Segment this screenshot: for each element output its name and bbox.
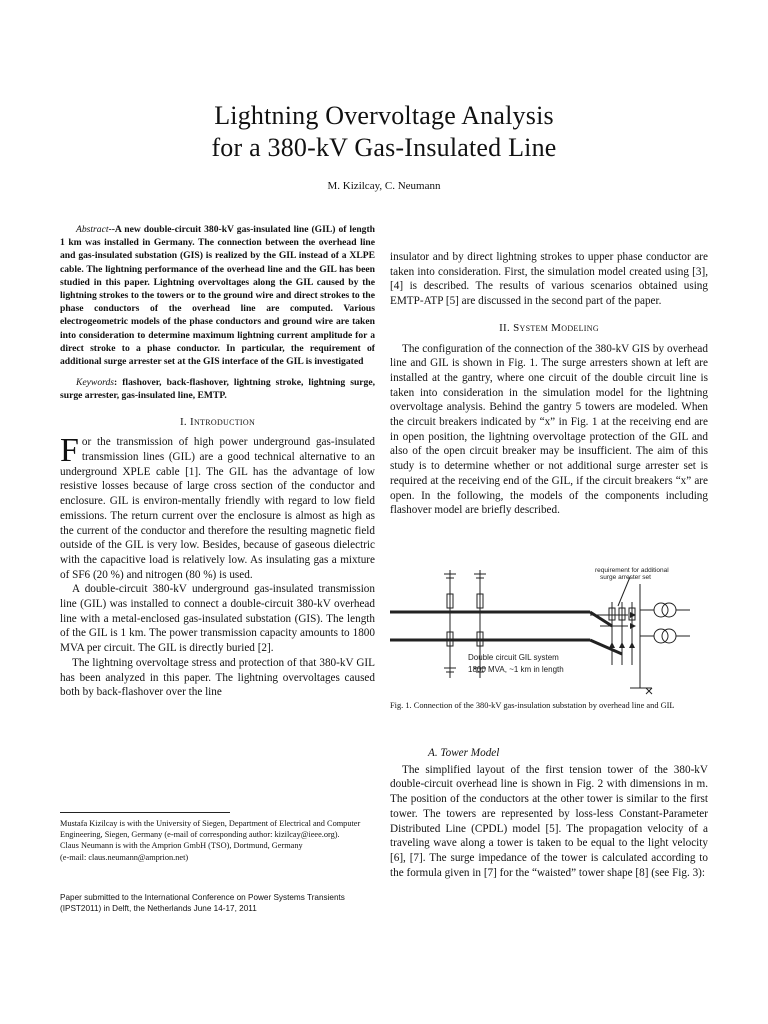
conference-footnote: Paper submitted to the International Conference on Power Systems Transients (IPST2011) in Delft, the Netherlands June 14-17, 2011 [60,893,345,913]
authors: M. Kizilcay, C. Neumann [327,180,441,192]
keywords [60,376,375,402]
fig-label-requirement-line-1: requirement for additional [595,567,669,574]
intro-paragraph-2: A double-circuit 380-kV underground gas-insulated transmission line (GIL) was installed to connect a double-circuit 380-kV overhead line with a metal-enclosed gas-insulated substation (GIS). The length of the GIL is 1 km. The power transmission capacity amounts to 1800 MVA per circuit. The GIL is directly buried [2]. [60,583,375,655]
subsection-heading-tower-model: A. Tower Model [428,747,500,759]
fig-label-requirement-line-2: surge arrester set [600,574,651,581]
section-heading-introduction: I. Introduction [179,415,256,428]
section-heading-system-modeling: II. System Modeling [499,321,599,334]
abstract [60,223,375,368]
abstract-text: --A new double-circuit 380-kV gas-insulated line (GIL) of length 1 km was installed in Germany. The connection between the overhead line and gas-insulated substation (GIS) is realized by the GIL instead of a XLPE cable. The lightning performance of the overhead line and the GIL has been studied in this paper. Lightning overvoltages along the GIL caused by the lightning strokes to the towers or to the ground wire and direct strokes to the phase conductors of the overhead line are computed. Various electrogeometric models of the phase conductors and ground wire are taken into consideration to determine maximum lightning current amplitude for a direct stroke to a phase conductor. In particular, the requirement of additional surge arrester set at the GIS interface of the GIL is investigated [60,224,375,368]
keywords-text: : flashover, back-flashover, lightning stroke, lightning surge, surge arrester, gas-insulated line, EMTP. [60,377,375,402]
right-column-lower [390,746,708,880]
author-footnote [60,818,375,863]
keywords-label: Keywords [76,377,115,389]
footnote-rule [60,812,230,813]
fig-label-gil-line-2: 1800 MVA, ~1 km in length [468,665,564,674]
abstract-label: Abstract [76,224,109,235]
paper-title [0,100,768,164]
figure-1-diagram [390,560,712,698]
tower-model-paragraph: The simplified layout of the first tension tower of the 380-kV double-circuit overhead line is shown in Fig. 2 with dimensions in m. The position of the conductors at the other tower is similar to the first tower. The towers are represented by loss-less Constant-Parameter Distributed Line (CPDL) model [5]. The propagation velocity of a traveling wave along a tower is taken to be equal to the light velocity [6], [7]. The surge impedance of the tower is calculated according to the formula given in [7] for the “waisted” tower shape [8] (see Fig. 3): [390,763,708,879]
footnote-neumann-email: (e-mail: claus.neumann@amprion.net) [60,852,189,862]
intro-paragraph-1-text: or the transmission of high power underground gas-insulated transmission lines (GIL) are a good technical alternative to an underground XPLE cable [1]. The GIL has the advantage of low resistive losses because of large cross section of the conductor and enclosure. GIL is environ-mentally friendly with regard to low field emissions. The return current over the enclosure is almost as high as the current of the conductor and therefore the resulting magnetic field outside of the GIL is very low. Besides, because of gaseous dielectric with the capacitive load is relatively low. As insulating gas a mixture of SF6 (20 %) and nitrogen (80 %) is used. [60,436,375,581]
footnote-kizilcay: Mustafa Kizilcay is with the University of Siegen, Department of Electrical and Computer Engineering, Siegen, Germany (e-mail of corresponding author: kizilcay@ieee.org). [60,819,361,840]
left-column [60,223,375,700]
system-modeling-paragraph: The configuration of the connection of the 380-kV GIS by overhead line and GIL is shown in Fig. 1. The surge arresters shown at left are installed at the gantry, where one circuit of the double circuit line is taken into consideration in the simulation model for the lightning overvoltage analysis. Behind the gantry 5 towers are modeled. When the circuit breakers indicated by “x” in Fig. 1 at the receiving end are in open position, the lightning overvoltage protection of the GIL and also of the open circuit breaker may be insufficient. The aim of this study is to determine whether or not additional surge arrester set is required at the receiving end of the GIL, if the circuit breakers “x” are open. In the following, the models of the components including flashover model are briefly described. [390,342,708,517]
footnote-neumann: Claus Neumann is with the Amprion GmbH (TSO), Dortmund, Germany [60,841,303,851]
figure-1-caption: Fig. 1. Connection of the 380-kV gas-insulation substation by overhead line and GIL [390,701,675,710]
intro-paragraph-1 [60,432,375,582]
intro-paragraph-3: The lightning overvoltage stress and protection of that 380-kV GIL has been analyzed in this paper. The lightning overvoltages caused both by back-flashover over the line [60,656,375,699]
intro-continuation: insulator and by direct lightning strokes to upper phase conductor are taken into consideration. First, the simulation model created using [3], [4] is described. The results of various scenarios obtained using EMTP-ATP [5] are discussed in the second part of the paper. [390,251,708,308]
right-column [390,250,708,518]
title-line-2: for a 380-kV Gas-Insulated Line [211,133,557,162]
title-line-1: Lightning Overvoltage Analysis [214,101,554,130]
fig-label-gil-line-1: Double circuit GIL system [468,653,559,662]
drop-cap: F [60,432,79,470]
